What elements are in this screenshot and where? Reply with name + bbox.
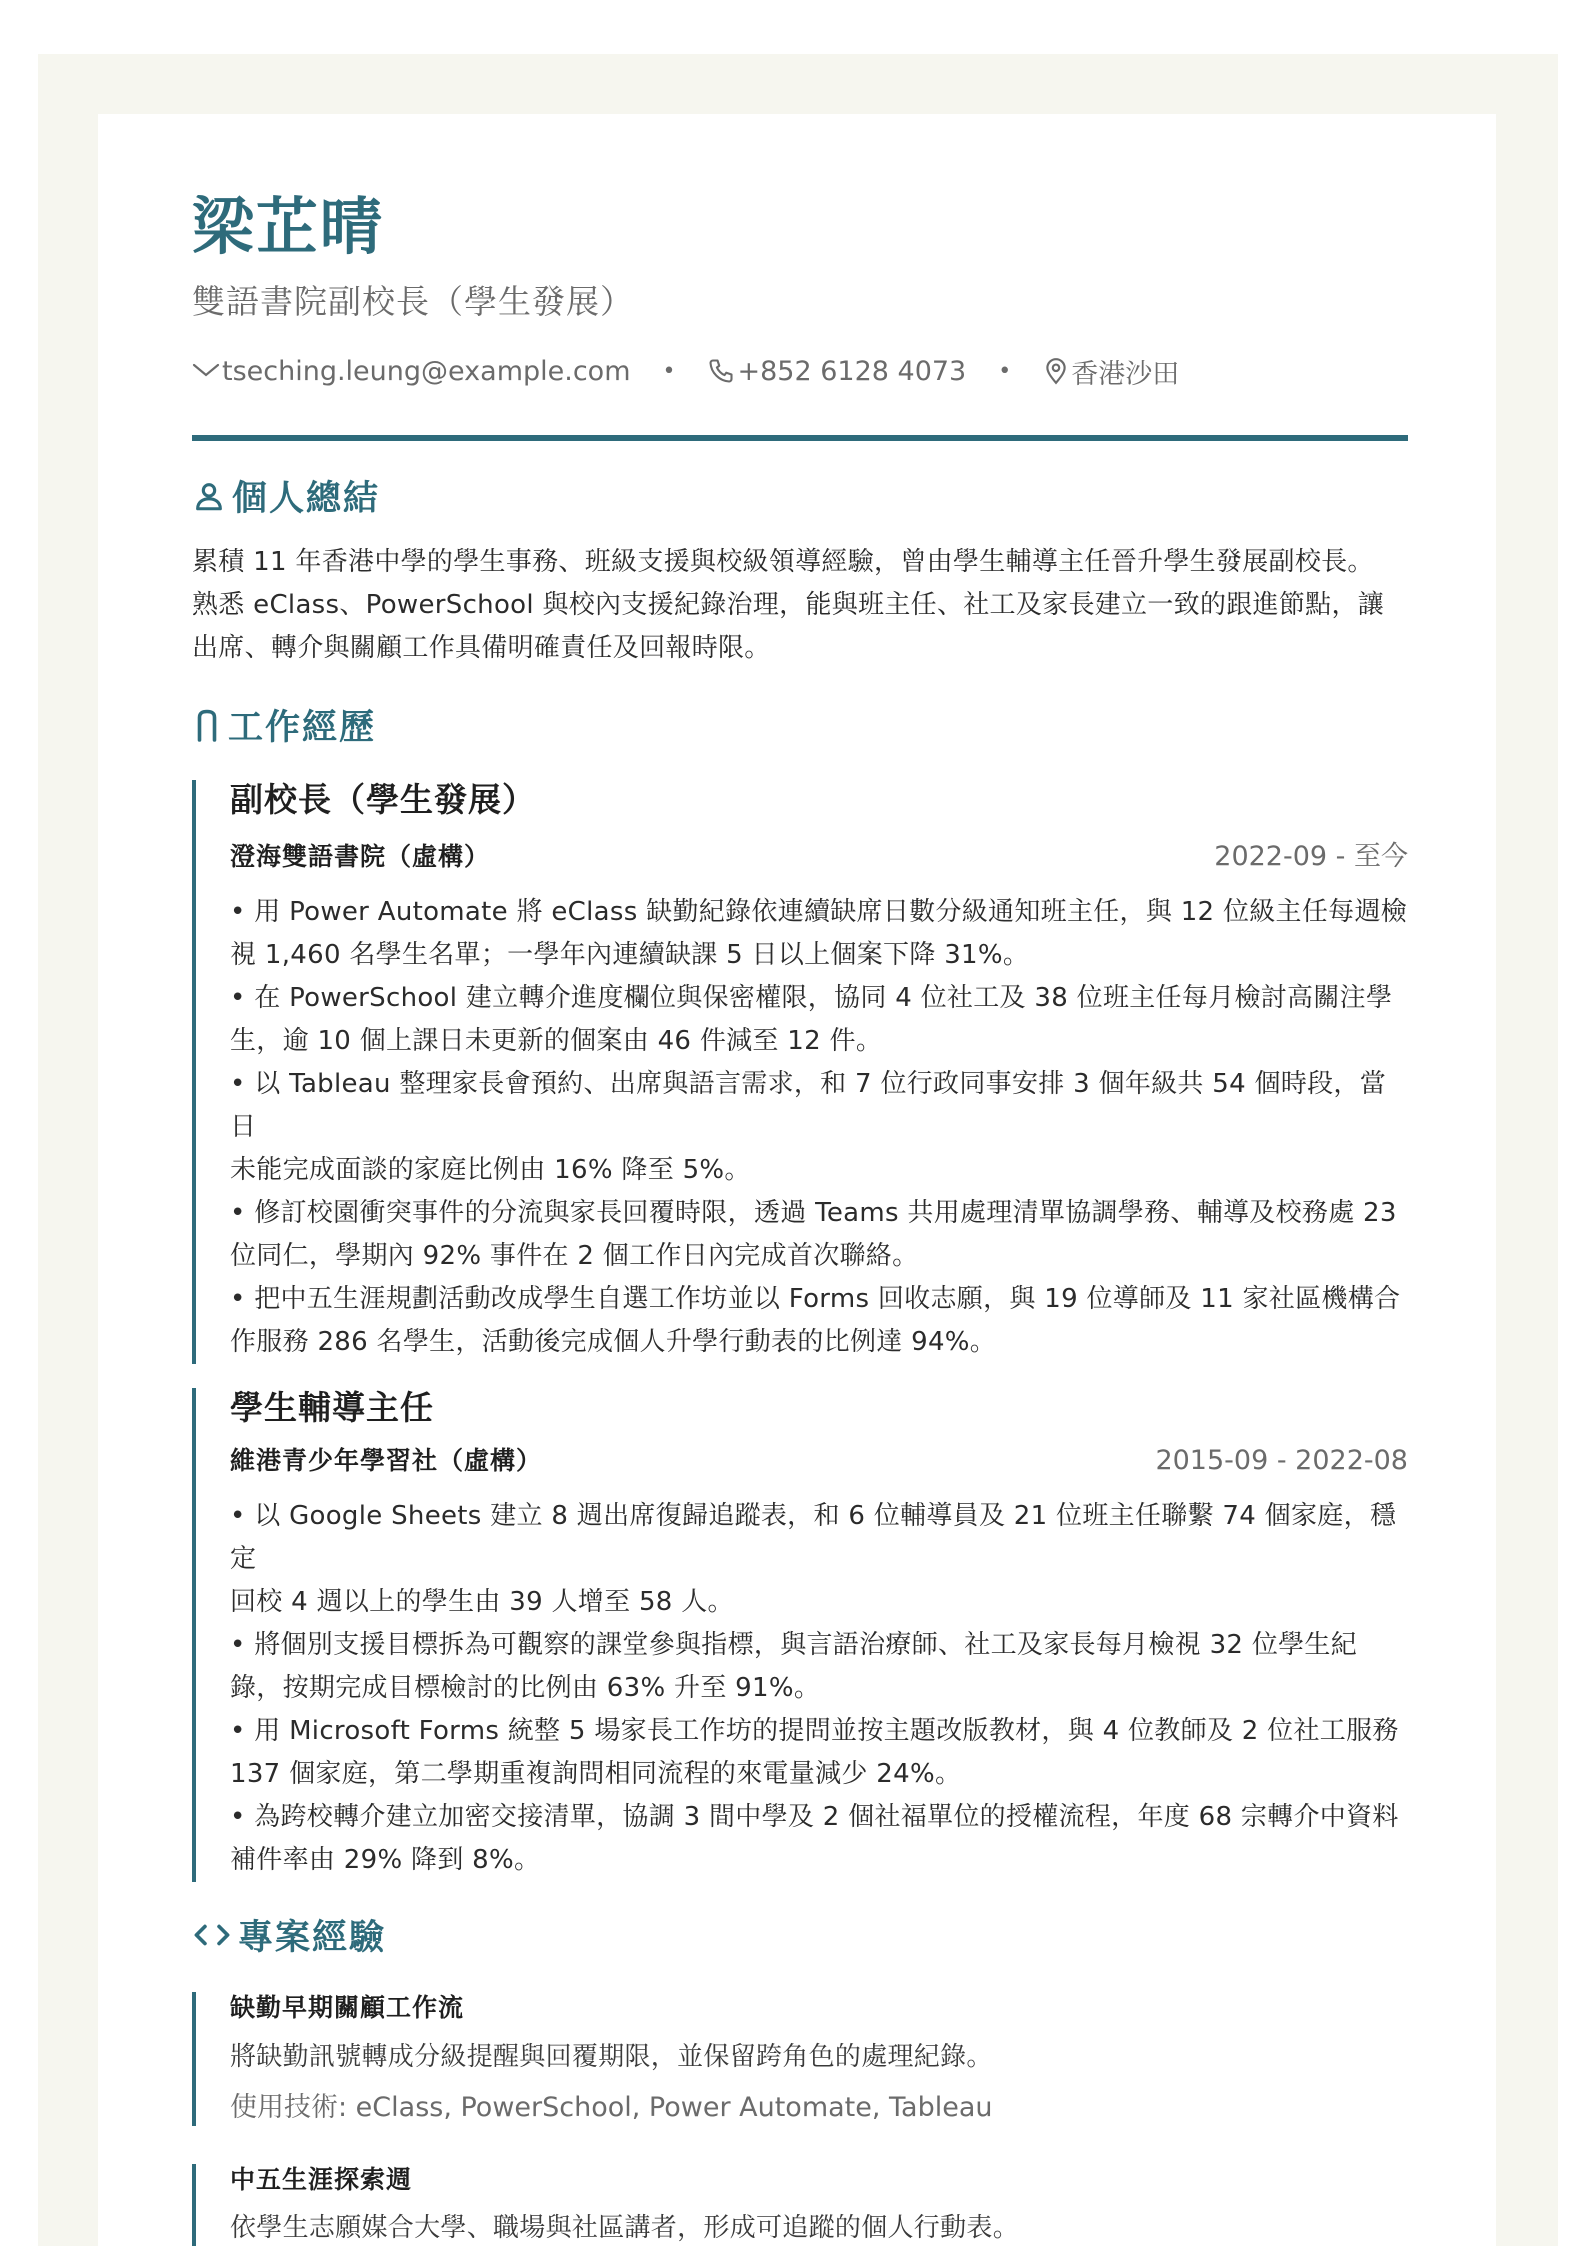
contact-location <box>1043 352 1179 391</box>
briefcase-icon <box>192 707 222 743</box>
summary-line: 熟悉 eClass、PowerSchool 與校內支援紀錄治理，能與班主任、社工及家長建立一致的跟進節點，讓 <box>192 589 1385 620</box>
job-bullets <box>230 1495 1408 1882</box>
bullet-line: 視 1,460 名學生名單；一學年內連續缺課 5 日以上個案下降 31%。 <box>230 939 1030 970</box>
bullet-line: 錄，按期完成目標檢討的比例由 63% 升至 91%。 <box>230 1673 821 1704</box>
bullet-line: • 修訂校園衝突事件的分流與家長回覆時限，透過 Teams 共用處理清單協調學務、輔導及校務處 23 <box>230 1197 1397 1228</box>
section-projects-heading <box>192 1910 1408 1960</box>
summary-line: 出席、轉介與關顧工作具備明確責任及回報時限。 <box>192 632 771 663</box>
bullet-line: • 以 Google Sheets 建立 8 週出席復歸追蹤表，和 6 位輔導員及 21 位班主任聯繫 74 個家庭，穩定 <box>230 1501 1397 1575</box>
bullet-line: • 將個別支援目標拆為可觀察的課堂參與指標，與言語治療師、社工及家長每月檢視 32 位學生紀 <box>230 1630 1358 1661</box>
summary-line: 累積 11 年香港中學的學生事務、班級支援與校級領導經驗，曾由學生輔導主任晉升學生發展副校長。 <box>192 546 1374 577</box>
candidate-title: 雙語書院副校長（學生發展） <box>192 282 634 322</box>
project-title: 中五生涯探索週 <box>230 2164 413 2194</box>
job-date: 2015-09 - 2022-08 <box>1155 1445 1408 1477</box>
person-icon <box>192 479 226 513</box>
bullet-line: 位同仁，學期內 92% 事件在 2 個工作日內完成首次聯絡。 <box>230 1240 919 1271</box>
bullet-line: • 為跨校轉介建立加密交接清單，協調 3 間中學及 2 個社福單位的授權流程，年度 68 宗轉介中資料 <box>230 1802 1399 1833</box>
project-tech: 使用技術: eClass, PowerSchool, Power Automate, Tableau <box>230 2092 993 2124</box>
project-description: 依學生志願媒合大學、職場與社區講者，形成可追蹤的個人行動表。 <box>230 2213 1020 2244</box>
location-text: 香港沙田 <box>1071 358 1180 390</box>
email-text: tseching.leung@example.com <box>222 355 631 387</box>
job-entry <box>192 780 1408 1364</box>
code-icon <box>192 1918 232 1952</box>
job-organization: 澄海雙語書院（虛構） <box>230 841 491 871</box>
job-title: 副校長（學生發展） <box>230 779 536 819</box>
contact-row <box>192 352 1408 391</box>
section-title-text: 專案經驗 <box>238 1918 387 1959</box>
bullet-line: • 用 Microsoft Forms 統整 5 場家長工作坊的提問並按主題改版教材，與 4 位教師及 2 位社工服務 <box>230 1716 1399 1747</box>
job-bullets <box>230 891 1408 1364</box>
section-title-text: 個人總結 <box>232 478 381 519</box>
contact-separator: • <box>662 358 676 384</box>
section-experience-heading <box>192 700 1408 750</box>
job-meta <box>230 834 1408 873</box>
candidate-name: 梁芷晴 <box>192 190 385 263</box>
header-divider <box>192 435 1408 441</box>
summary-text <box>192 541 1408 670</box>
phone-icon <box>707 357 735 385</box>
job-title: 學生輔導主任 <box>230 1387 434 1427</box>
bullet-line: 作服務 286 名學生，活動後完成個人升學行動表的比例達 94%。 <box>230 1326 997 1357</box>
project-title: 缺勤早期關顧工作流 <box>230 1993 465 2023</box>
project-entry <box>192 1992 1408 2125</box>
bullet-line: 補件率由 29% 降到 8%。 <box>230 1845 541 1876</box>
phone-text: +852 6128 4073 <box>737 355 967 387</box>
project-entry <box>192 2164 1408 2246</box>
contact-email[interactable] <box>192 356 631 387</box>
section-summary-heading <box>192 471 1408 521</box>
location-pin-icon <box>1043 357 1069 385</box>
mail-icon <box>192 361 220 381</box>
section-title-text: 工作經歷 <box>228 707 377 748</box>
bullet-line: 回校 4 週以上的學生由 39 人增至 58 人。 <box>230 1587 734 1618</box>
bullet-line: 生，逾 10 個上課日未更新的個案由 46 件減至 12 件。 <box>230 1025 883 1056</box>
bullet-line: 未能完成面談的家庭比例由 16% 降至 5%。 <box>230 1154 751 1185</box>
bullet-line: • 在 PowerSchool 建立轉介進度欄位與保密權限，協同 4 位社工及 38 位班主任每月檢討高關注學 <box>230 982 1393 1013</box>
contact-phone[interactable] <box>707 356 966 387</box>
bullet-line: • 用 Power Automate 將 eClass 缺勤紀錄依連續缺席日數分級通知班主任，與 12 位級主任每週檢 <box>230 896 1408 927</box>
bullet-line: • 把中五生涯規劃活動改成學生自選工作坊並以 Forms 回收志願，與 19 位導師及 11 家社區機構合 <box>230 1283 1401 1314</box>
job-date: 2022-09 - 至今 <box>1214 840 1408 872</box>
project-description: 將缺勤訊號轉成分級提醒與回覆期限，並保留跨角色的處理紀錄。 <box>230 2041 993 2072</box>
resume-content <box>192 190 1408 2246</box>
job-entry <box>192 1388 1408 1883</box>
bullet-line: 137 個家庭，第二學期重複詢問相同流程的來電量減少 24%。 <box>230 1759 962 1790</box>
job-meta <box>230 1441 1408 1477</box>
job-organization: 維港青少年學習社（虛構） <box>230 1446 543 1476</box>
bullet-line: • 以 Tableau 整理家長會預約、出席與語言需求，和 7 位行政同事安排 3 個年級共 54 個時段，當日 <box>230 1068 1387 1142</box>
contact-separator: • <box>998 358 1012 384</box>
